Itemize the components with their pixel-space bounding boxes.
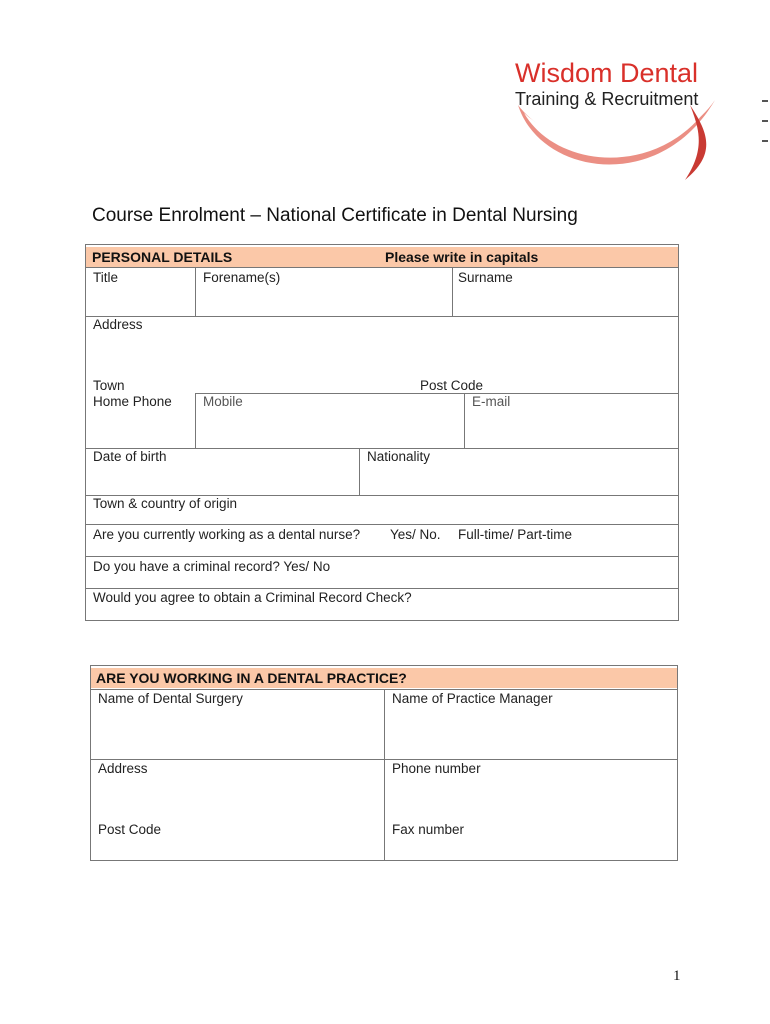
phone-number-field[interactable] <box>385 780 677 820</box>
page-title: Course Enrolment – National Certificate in Dental Nursing <box>92 205 578 226</box>
logo-subtitle: Training & Recruitment <box>515 89 699 109</box>
section-title: ARE YOU WORKING IN A DENTAL PRACTICE? <box>96 670 407 686</box>
nationality-field[interactable] <box>360 466 678 495</box>
forenames-field[interactable] <box>196 268 451 316</box>
personal-details-header <box>86 247 678 267</box>
edge-mark <box>762 100 768 102</box>
section-note: Please write in capitals <box>385 249 539 265</box>
practice-postcode-label: Post Code <box>98 822 162 837</box>
email-label: E-mail <box>472 394 511 409</box>
mobile-field[interactable] <box>196 410 463 447</box>
practice-address-field[interactable] <box>91 780 383 820</box>
email-field[interactable] <box>465 410 678 447</box>
working-question: Are you currently working as a dental nurse? <box>93 527 361 542</box>
practice-manager-field[interactable] <box>385 710 677 758</box>
mobile-label: Mobile <box>203 394 243 409</box>
postcode-label: Post Code <box>420 378 484 393</box>
surgery-name-field[interactable] <box>91 710 383 758</box>
crb-question: Would you agree to obtain a Criminal Record Check? <box>93 590 412 605</box>
practice-manager-label: Name of Practice Manager <box>392 691 553 706</box>
address-field[interactable] <box>86 336 678 376</box>
practice-header <box>91 668 677 688</box>
edge-mark <box>762 140 768 142</box>
home-phone-label: Home Phone <box>93 394 172 409</box>
surname-label: Surname <box>458 270 513 285</box>
working-options[interactable]: Yes/ No. <box>390 527 441 542</box>
fax-number-field[interactable] <box>385 840 677 860</box>
logo-title: Wisdom Dental <box>515 58 699 88</box>
origin-label: Town & country of origin <box>93 496 238 511</box>
section-title: PERSONAL DETAILS <box>92 249 233 265</box>
surgery-name-label: Name of Dental Surgery <box>98 691 243 706</box>
fax-number-label: Fax number <box>392 822 465 837</box>
address-label: Address <box>93 317 143 332</box>
title-field[interactable] <box>86 268 194 316</box>
page-number: 1 <box>673 968 681 984</box>
criminal-record-question[interactable]: Do you have a criminal record? Yes/ No <box>93 559 331 574</box>
town-label: Town <box>93 378 125 393</box>
dob-label: Date of birth <box>93 449 167 464</box>
practice-address-label: Address <box>98 761 148 776</box>
dob-field[interactable] <box>86 466 358 495</box>
edge-mark <box>762 120 768 122</box>
forenames-label: Forename(s) <box>203 270 281 285</box>
title-label: Title <box>93 270 119 285</box>
working-time-options[interactable]: Full-time/ Part-time <box>458 527 573 542</box>
nationality-label: Nationality <box>367 449 431 464</box>
phone-number-label: Phone number <box>392 761 481 776</box>
surname-field[interactable] <box>453 268 678 316</box>
practice-postcode-field[interactable] <box>91 840 383 860</box>
